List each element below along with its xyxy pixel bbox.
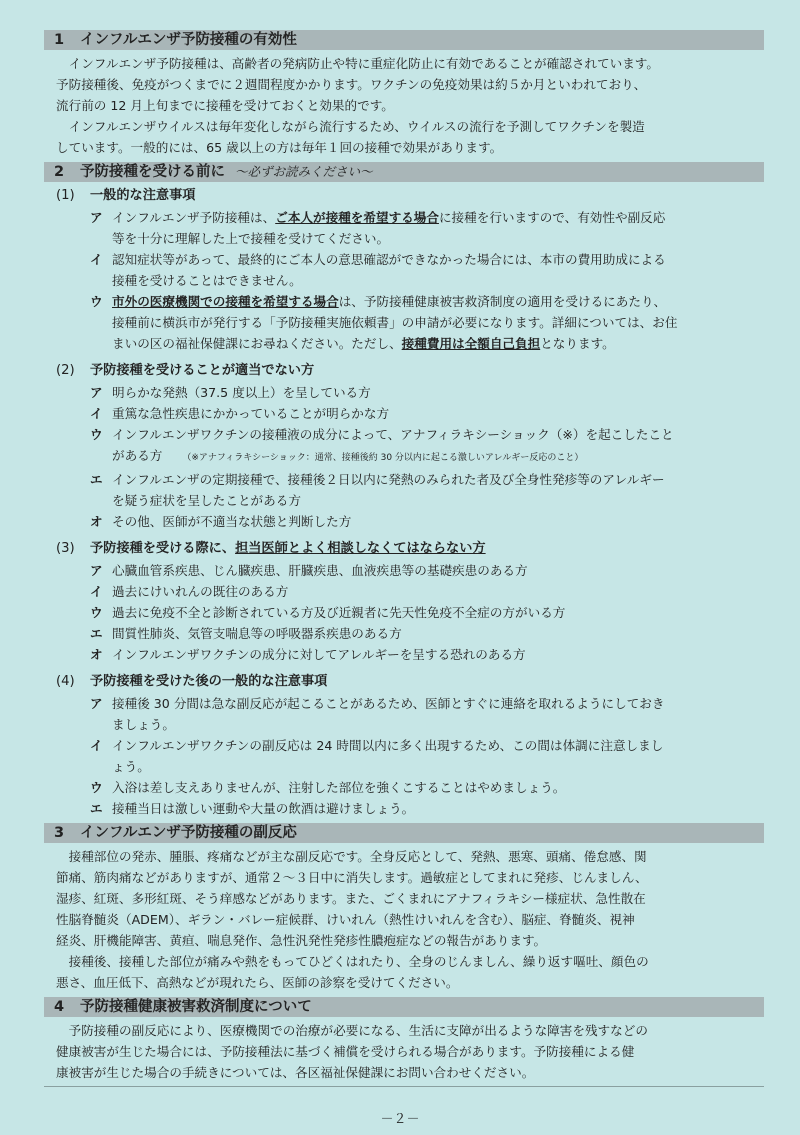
subsection-title: 予防接種を受ける際に、	[90, 541, 236, 556]
paragraph-line: 接種後、接種した部位が痛みや熱をもってひどくはれたり、全身のじんましん、繰り返す嘔吐、顔色の	[68, 954, 649, 969]
paragraph-line: 流行前の 12 月上旬までに接種を受けておくと効果的です。	[56, 98, 394, 113]
subsection-number: (2)	[56, 363, 75, 378]
subsection-number: (4)	[56, 674, 75, 689]
item-marker: イ	[90, 584, 103, 599]
section-number: 2	[54, 164, 65, 180]
item-text: 等を十分に理解した上で接種を受けてください。	[112, 231, 390, 246]
list-item	[90, 424, 764, 469]
subsection-title: 予防接種を受けた後の一般的な注意事項	[90, 674, 328, 689]
item-marker: イ	[90, 406, 103, 421]
item-text: インフルエンザワクチンの成分に対してアレルギーを呈する恐れのある方	[112, 647, 526, 662]
item-text: を疑う症状を呈したことがある方	[112, 493, 301, 508]
list-item	[90, 207, 764, 249]
section-2-heading	[44, 162, 764, 182]
section-number: 3	[54, 825, 65, 841]
list-item	[90, 581, 764, 602]
section-1-heading	[44, 30, 764, 50]
item-text: インフルエンザの定期接種で、接種後２日以内に発熱のみられた者及び全身性発疹等のアレルギー	[112, 472, 665, 487]
list-item	[90, 469, 764, 511]
list-item	[90, 644, 764, 665]
item-text: 接種当日は激しい運動や大量の飲酒は避けましょう。	[112, 801, 415, 816]
item-text: は、予防接種健康被害救済制度の適用を受けるにあたり、	[338, 294, 667, 309]
section-title: 予防接種健康被害救済制度について	[80, 999, 312, 1015]
list-item	[90, 693, 764, 735]
paragraph-line: 悪さ、血圧低下、高熱などが現れたら、医師の診察を受けてください。	[56, 975, 459, 990]
subsection-number: (1)	[56, 188, 75, 203]
underlined-text: ご本人が接種を希望する場合	[275, 210, 439, 225]
item-marker: ア	[90, 385, 103, 400]
underlined-text: 接種費用は全額自己負担	[401, 336, 541, 351]
section-number: 4	[54, 999, 65, 1015]
list-item	[90, 735, 764, 777]
item-marker: エ	[90, 472, 103, 487]
item-text: 接種前に横浜市が発行する「予防接種実施依頼書」の申請が必要になります。詳細については、お住	[112, 315, 678, 330]
item-marker: ウ	[90, 427, 103, 442]
item-text: 心臓血管系疾患、じん臓疾患、肝臓疾患、血液疾患等の基礎疾患のある方	[112, 563, 528, 578]
item-text: がある方	[112, 448, 163, 463]
paragraph-line: インフルエンザウイルスは毎年変化しながら流行するため、ウイルスの流行を予測してワクチンを製造	[68, 119, 645, 134]
list-item	[90, 382, 764, 403]
subsection-3-heading	[56, 538, 764, 560]
paragraph-line: 性脳脊髄炎（ADEM）、ギラン・バレー症候群、けいれん（熱性けいれんを含む）、脳症、脊髄炎、視神	[56, 912, 635, 927]
item-text: 接種後 30 分間は急な副反応が起こることがあるため、医師とすぐに連絡を取れるようにしておき	[112, 696, 665, 711]
item-marker: エ	[90, 801, 103, 816]
item-text: 過去にけいれんの既往のある方	[112, 584, 289, 599]
item-text: インフルエンザワクチンの接種液の成分によって、アナフィラキシーショック（※）を起こしたこと	[112, 427, 674, 442]
item-marker: エ	[90, 626, 103, 641]
subsection-2-heading	[56, 360, 764, 382]
section-title: インフルエンザ予防接種の有効性	[80, 32, 297, 48]
paragraph-line: 湿疹、紅斑、多形紅斑、そう痒感などがあります。また、ごくまれにアナフィラキシー様症状、急性散在	[56, 891, 646, 906]
item-text: インフルエンザワクチンの副反応は 24 時間以内に多く出現するため、この間は体調に注意しまし	[112, 738, 664, 753]
document-page	[44, 30, 764, 1083]
item-text: 間質性肺炎、気管支喘息等の呼吸器系疾患のある方	[112, 626, 402, 641]
list-item	[90, 291, 764, 354]
section-number: 1	[54, 32, 65, 48]
list-item	[90, 511, 764, 532]
item-text: ましょう。	[112, 717, 175, 732]
item-marker: ウ	[90, 605, 103, 620]
list-item	[90, 798, 764, 819]
item-text: 過去に免疫不全と診断されている方及び近親者に先天性免疫不全症の方がいる方	[112, 605, 566, 620]
paragraph-line: インフルエンザ予防接種は、高齢者の発病防止や特に重症化防止に有効であることが確認されています。	[68, 56, 659, 71]
item-text: 明らかな発熱（37.5 度以上）を呈している方	[112, 385, 371, 400]
item-marker: イ	[90, 738, 103, 753]
item-text: 認知症状等があって、最終的にご本人の意思確認ができなかった場合には、本市の費用助成による	[112, 252, 666, 267]
paragraph-line: 経炎、肝機能障害、黄疸、喘息発作、急性汎発性発疹性膿疱症などの報告があります。	[56, 933, 547, 948]
section-4-heading	[44, 997, 764, 1017]
list-item	[90, 403, 764, 424]
list-item	[90, 249, 764, 291]
section-title: インフルエンザ予防接種の副反応	[80, 825, 297, 841]
section-title: 予防接種を受ける前に	[80, 164, 225, 180]
item-text: 入浴は差し支えありませんが、注射した部位を強くこすることはやめましょう。	[112, 780, 566, 795]
paragraph-line: しています。一般的には、65 歳以上の方は毎年１回の接種で効果があります。	[56, 140, 503, 155]
paragraph-line: 健康被害が生じた場合には、予防接種法に基づく補償を受けられる場合があります。予防接種による健	[56, 1044, 635, 1059]
footnote: （※アナフィラキシーショック：通常、接種後約 30 分以内に起こる激しいアレルギー反応のこと）	[182, 453, 584, 463]
subsection-title: 一般的な注意事項	[90, 188, 196, 203]
paragraph-line: 予防接種の副反応により、医療機関での治療が必要になる、生活に支障が出るような障害を残すなどの	[68, 1023, 648, 1038]
subsection-4-heading	[56, 671, 764, 693]
item-text: その他、医師が不適当な状態と判断した方	[112, 514, 352, 529]
item-text: に接種を行いますので、有効性や副反応	[438, 210, 666, 225]
item-marker: オ	[90, 647, 103, 662]
section-subtitle: ～必ずお読みください～	[235, 164, 373, 179]
paragraph-line: 予防接種後、免疫がつくまでに２週間程度かかります。ワクチンの免疫効果は約５か月といわれており、	[56, 77, 647, 92]
paragraph-line: 康被害が生じた場合の手続きについては、各区福祉保健課にお問い合わせください。	[56, 1065, 535, 1080]
underlined-text: 担当医師とよく相談しなくてはならない方	[235, 541, 486, 556]
subsection-number: (3)	[56, 541, 75, 556]
item-text: インフルエンザ予防接種は、	[112, 210, 276, 225]
subsection-title: 予防接種を受けることが適当でない方	[90, 363, 315, 378]
item-marker: ウ	[90, 294, 103, 309]
underlined-text: 市外の医療機関での接種を希望する場合	[112, 294, 339, 309]
list-item	[90, 623, 764, 644]
item-text: 接種を受けることはできません。	[112, 273, 302, 288]
subsection-1-heading	[56, 185, 764, 207]
item-marker: ウ	[90, 780, 103, 795]
item-marker: イ	[90, 252, 103, 267]
item-marker: ア	[90, 563, 103, 578]
item-marker: ア	[90, 696, 103, 711]
section-3-heading	[44, 823, 764, 843]
paragraph-line: 接種部位の発赤、腫脹、疼痛などが主な副反応です。全身反応として、発熱、悪寒、頭痛、倦怠感、関	[68, 849, 647, 864]
item-text: ょう。	[112, 759, 150, 774]
item-text: となります。	[540, 336, 615, 351]
list-item	[90, 560, 764, 581]
item-text: まいの区の福祉保健課にお尋ねください。ただし、	[112, 336, 402, 351]
list-item	[90, 777, 764, 798]
divider	[44, 1086, 764, 1087]
item-text: 重篤な急性疾患にかかっていることが明らかな方	[112, 406, 390, 421]
item-marker: オ	[90, 514, 103, 529]
paragraph-line: 節痛、筋肉痛などがありますが、通常２～３日中に消失します。過敏症としてまれに発疹、じんましん、	[56, 870, 648, 885]
list-item	[90, 602, 764, 623]
item-marker: ア	[90, 210, 103, 225]
page-number: －２－	[380, 1112, 420, 1127]
